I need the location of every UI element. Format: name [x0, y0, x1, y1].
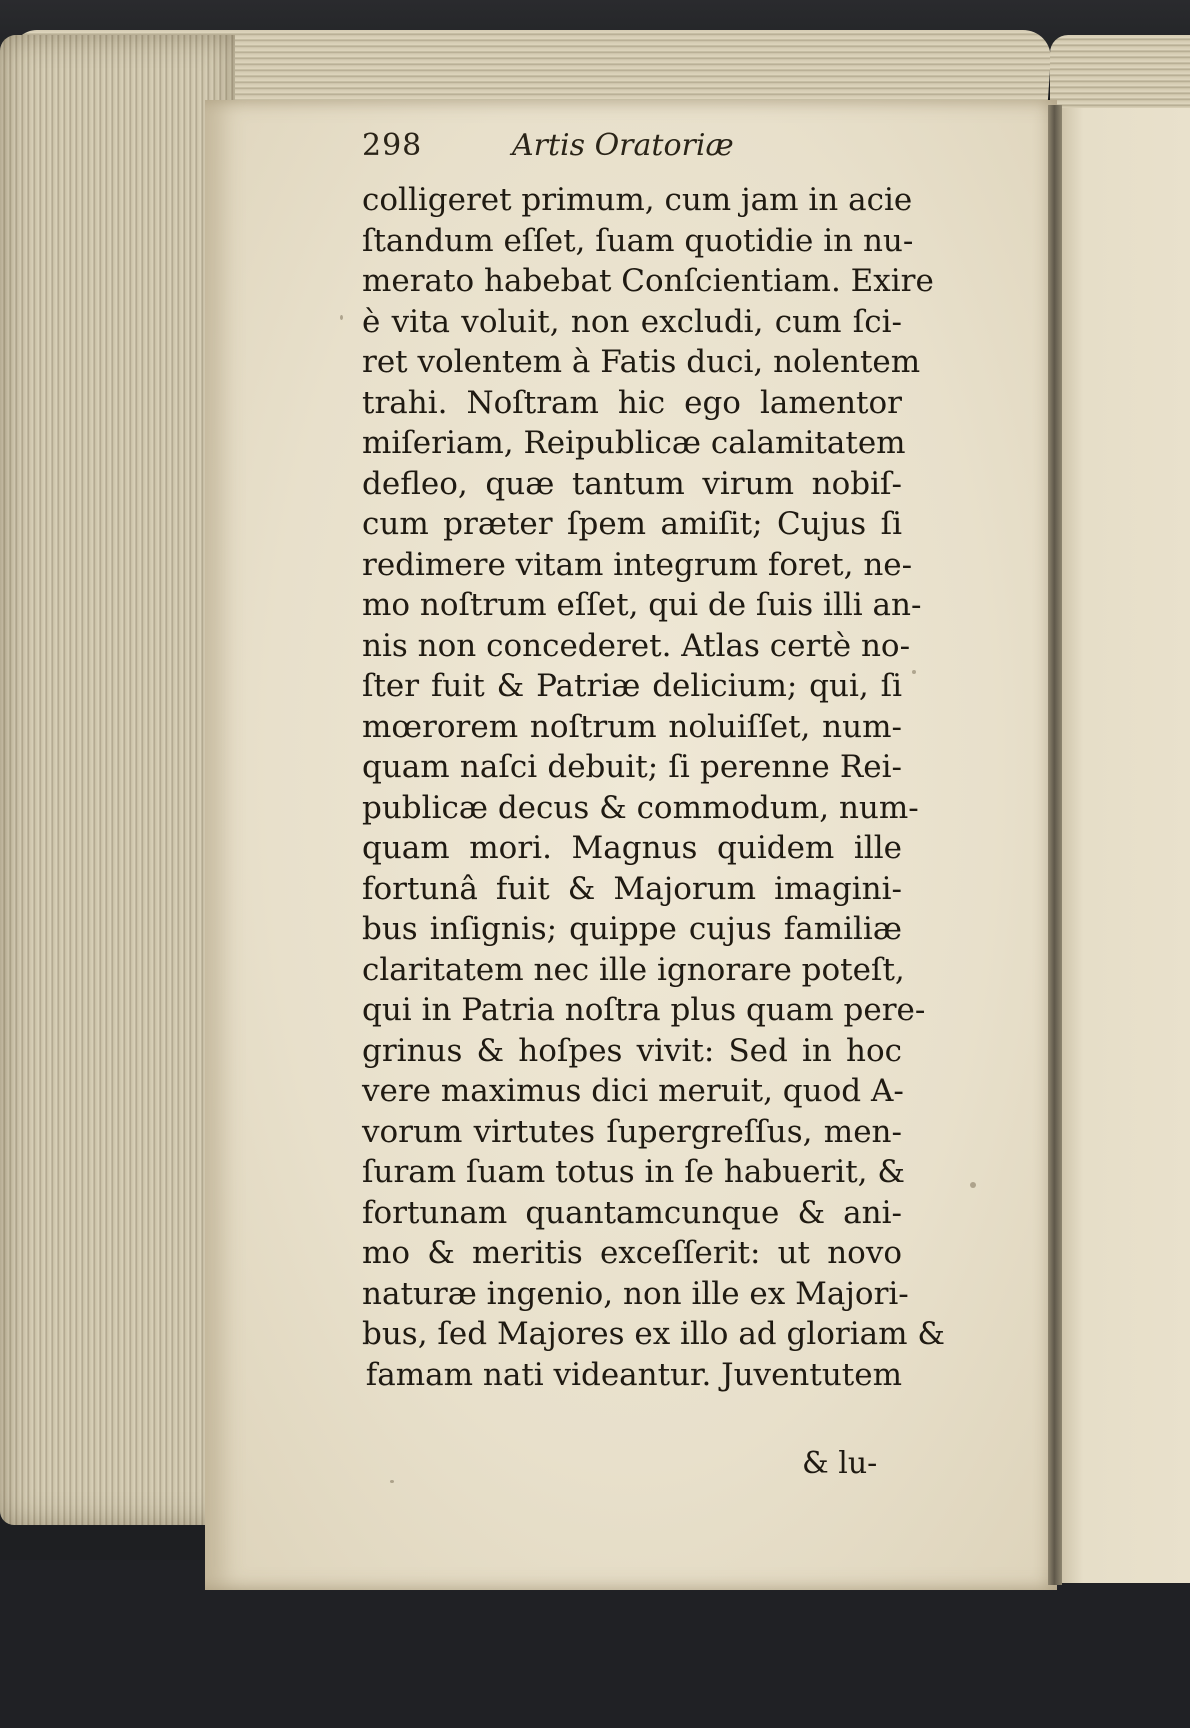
text-line: vere maximus dici meruit, quod A- — [362, 1073, 904, 1109]
text-line: redimere vitam integrum foret, ne- — [362, 546, 913, 583]
text-line: cum præter ſpem amiſit; Cujus ſi — [362, 506, 902, 542]
text-line: mo noſtrum eſſet, qui de ſuis illi an- — [362, 587, 922, 623]
catchword: & lu- — [802, 1446, 878, 1481]
text-line: fortunâ fuit & Majorum imagini- — [362, 870, 902, 907]
text-line: naturæ ingenio, non ille ex Majori- — [362, 1275, 909, 1312]
right-page-edges-top — [1050, 35, 1190, 110]
text-line: qui in Patria noſtra plus quam pere- — [362, 992, 926, 1028]
text-line: grinus & hoſpes vivit: Sed in hoc — [362, 1032, 902, 1069]
text-line: famam nati videantur. Juventutem — [365, 1356, 902, 1393]
text-line: bus, ſed Majores ex illo ad gloriam & — [362, 1316, 945, 1352]
running-title: Artis Oratoriæ — [512, 128, 734, 163]
paper-speck — [912, 670, 916, 674]
text-line: quam mori. Magnus quidem ille — [362, 830, 902, 866]
text-line: ret volentem à Fatis duci, nolentem — [362, 344, 921, 380]
text-line: mœrorem noſtrum noluiſſet, num- — [362, 708, 902, 745]
paper-speck — [970, 1182, 976, 1188]
running-head — [362, 128, 922, 176]
text-line: ſtandum eſſet, ſuam quotidie in nu- — [362, 222, 914, 259]
text-line: vorum virtutes ſupergreſſus, men- — [362, 1113, 902, 1150]
page-number: 298 — [362, 128, 423, 163]
text-line: trahi. Noſtram hic ego lamentor — [362, 384, 902, 421]
text-line: colligeret primum, cum jam in acie — [362, 182, 913, 218]
text-line: bus inſignis; quippe cujus familiæ — [362, 911, 902, 947]
text-line: miſeriam, Reipublicæ calamitatem — [362, 425, 906, 461]
text-line: è vita voluit, non excludi, cum ſci- — [362, 303, 902, 340]
text-line: merato habebat Conſcientiam. Exire — [362, 263, 934, 299]
text-line: defleo, quæ tantum virum nobiſ- — [362, 465, 902, 502]
paper-speck — [340, 315, 343, 320]
text-line: quam naſci debuit; ſi perenne Rei- — [362, 749, 902, 785]
paper-speck — [390, 1480, 394, 1483]
body-text — [362, 180, 945, 1395]
text-line: nis non concederet. Atlas certè no- — [362, 627, 911, 664]
page-edges-left — [0, 35, 235, 1525]
book-gutter — [1048, 105, 1062, 1585]
text-line: fortunam quantamcunque & ani- — [362, 1194, 902, 1231]
text-line: publicæ decus & commodum, num- — [362, 789, 919, 826]
facing-page — [1060, 108, 1190, 1583]
text-line: mo & meritis exceſſerit: ut novo — [362, 1235, 902, 1271]
text-line: claritatem nec ille ignorare poteſt, — [362, 951, 905, 988]
text-line: ſter fuit & Patriæ delicium; qui, ſi — [362, 668, 902, 704]
text-line: ſuram ſuam totus in ſe habuerit, & — [362, 1154, 905, 1190]
